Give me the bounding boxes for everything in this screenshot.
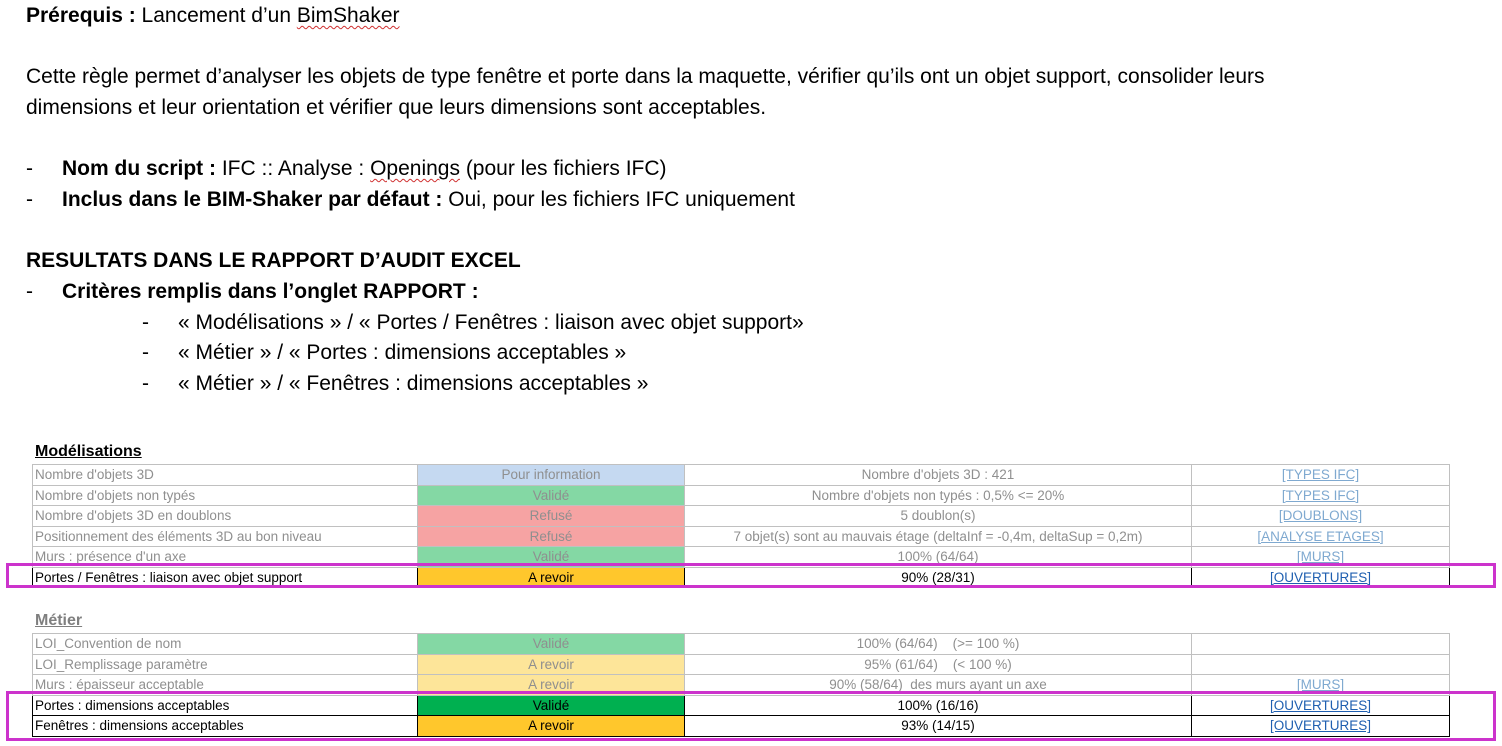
status-cell: Validé (418, 485, 685, 506)
bullet-dash: - (142, 341, 149, 364)
bullet-dash: - (26, 280, 33, 303)
intro-line-2: dimensions et leur orientation et vérifier que leurs dimensions sont acceptables. (26, 96, 767, 119)
row-label: Positionnement des éléments 3D au bon niveau (33, 526, 418, 547)
result-cell: 90% (58/64) des murs ayant un axe (685, 675, 1192, 696)
link-cell (1192, 654, 1450, 675)
prerequisite-text: Lancement d’un (135, 4, 297, 27)
link-cell (1192, 465, 1450, 486)
murs-link[interactable]: [MURS] (1296, 677, 1345, 693)
table-row (33, 485, 1450, 506)
status-cell: A revoir (418, 654, 685, 675)
prerequisite-product: BimShaker (296, 4, 400, 27)
criteria-item (142, 341, 627, 365)
row-label: Nombre d'objets 3D en doublons (33, 506, 418, 527)
murs-link[interactable]: [MURS] (1296, 549, 1345, 565)
analyse-etages-link[interactable]: [ANALYSE ETAGES] (1257, 528, 1384, 544)
status-cell: Validé (418, 634, 685, 655)
intro-line-1: Cette règle permet d’analyser les objets de type fenêtre et porte dans la maquette, vérifier qu’ils ont un objet support, consolider leurs (26, 65, 1265, 88)
types-ifc-link[interactable]: [TYPES IFC] (1281, 467, 1360, 483)
types-ifc-link[interactable]: [TYPES IFC] (1281, 487, 1360, 503)
table-row (33, 465, 1450, 486)
ouvertures-link[interactable]: [OUVERTURES] (1269, 569, 1372, 585)
status-cell: Pour information (418, 465, 685, 486)
modelisations-title: Modélisations (35, 443, 142, 460)
prerequisite-line (26, 4, 400, 28)
result-cell: 100% (64/64) (685, 547, 1192, 568)
bullet-default-inclusion (26, 188, 795, 212)
criteria-item-text: « Métier » / « Portes : dimensions acceptables » (178, 341, 627, 364)
table-row (33, 654, 1450, 675)
bullet-dash: - (26, 157, 33, 180)
row-label: LOI_Remplissage paramètre (33, 654, 418, 675)
script-name-suffix: (pour les fichiers IFC) (459, 157, 667, 180)
bullet-dash: - (142, 372, 149, 395)
criteria-bullet (26, 280, 479, 304)
row-label: Murs : présence d'un axe (33, 547, 418, 568)
row-label: Portes / Fenêtres : liaison avec objet support (33, 567, 418, 588)
status-cell: Validé (418, 547, 685, 568)
script-name-text: IFC :: Analyse : (216, 157, 371, 180)
criteria-item (142, 311, 804, 335)
row-label: Nombre d'objets 3D (33, 465, 418, 486)
metier-title: Métier (35, 612, 83, 629)
result-cell: 100% (16/16) (685, 695, 1192, 716)
bullet-script-name (26, 157, 667, 181)
default-inclusion-text: Oui, pour les fichiers IFC uniquement (442, 188, 795, 211)
status-cell: Refusé (418, 526, 685, 547)
row-label: Portes : dimensions acceptables (33, 695, 418, 716)
result-cell: 90% (28/31) (685, 567, 1192, 588)
result-cell: Nombre d'objets non typés : 0,5% <= 20% (685, 485, 1192, 506)
link-cell (1192, 526, 1450, 547)
row-label: LOI_Convention de nom (33, 634, 418, 655)
link-cell (1192, 634, 1450, 655)
criteria-item-text: « Modélisations » / « Portes / Fenêtres : liaison avec objet support» (178, 311, 804, 334)
result-cell: 5 doublon(s) (685, 506, 1192, 527)
table-row (33, 526, 1450, 547)
criteria-label: Critères remplis dans l’onglet RAPPORT : (62, 280, 479, 303)
result-cell: 95% (61/64) (< 100 %) (685, 654, 1192, 675)
script-name-openings: Openings (370, 157, 460, 180)
default-inclusion-label: Inclus dans le BIM-Shaker par défaut : (62, 188, 443, 211)
link-cell (1192, 485, 1450, 506)
result-cell: Nombre d'objets 3D : 421 (685, 465, 1192, 486)
result-cell: 100% (64/64) (>= 100 %) (685, 634, 1192, 655)
ouvertures-link[interactable]: [OUVERTURES] (1269, 697, 1372, 713)
table-row (33, 506, 1450, 527)
results-heading: RESULTATS DANS LE RAPPORT D’AUDIT EXCEL (26, 249, 521, 272)
result-cell: 7 objet(s) sont au mauvais étage (deltaInf = -0,4m, deltaSup = 0,2m) (685, 526, 1192, 547)
row-label: Murs : épaisseur acceptable (33, 675, 418, 696)
criteria-item-text: « Métier » / « Fenêtres : dimensions acceptables » (178, 372, 649, 395)
criteria-item (142, 372, 649, 396)
doublons-link[interactable]: [DOUBLONS] (1278, 508, 1363, 524)
status-cell: A revoir (418, 567, 685, 588)
table-row (33, 634, 1450, 655)
highlight-box (6, 691, 1496, 741)
status-cell: A revoir (418, 675, 685, 696)
ouvertures-link[interactable]: [OUVERTURES] (1269, 718, 1372, 734)
link-cell (1192, 506, 1450, 527)
status-cell: Refusé (418, 506, 685, 527)
highlight-box (6, 563, 1496, 588)
status-cell: Validé (418, 695, 685, 716)
row-label: Nombre d'objets non typés (33, 485, 418, 506)
result-cell: 93% (14/15) (685, 716, 1192, 737)
bullet-dash: - (26, 188, 33, 211)
row-label: Fenêtres : dimensions acceptables (33, 716, 418, 737)
status-cell: A revoir (418, 716, 685, 737)
bullet-dash: - (142, 311, 149, 334)
prerequisite-label: Prérequis : (26, 4, 136, 27)
script-name-label: Nom du script : (62, 157, 217, 180)
